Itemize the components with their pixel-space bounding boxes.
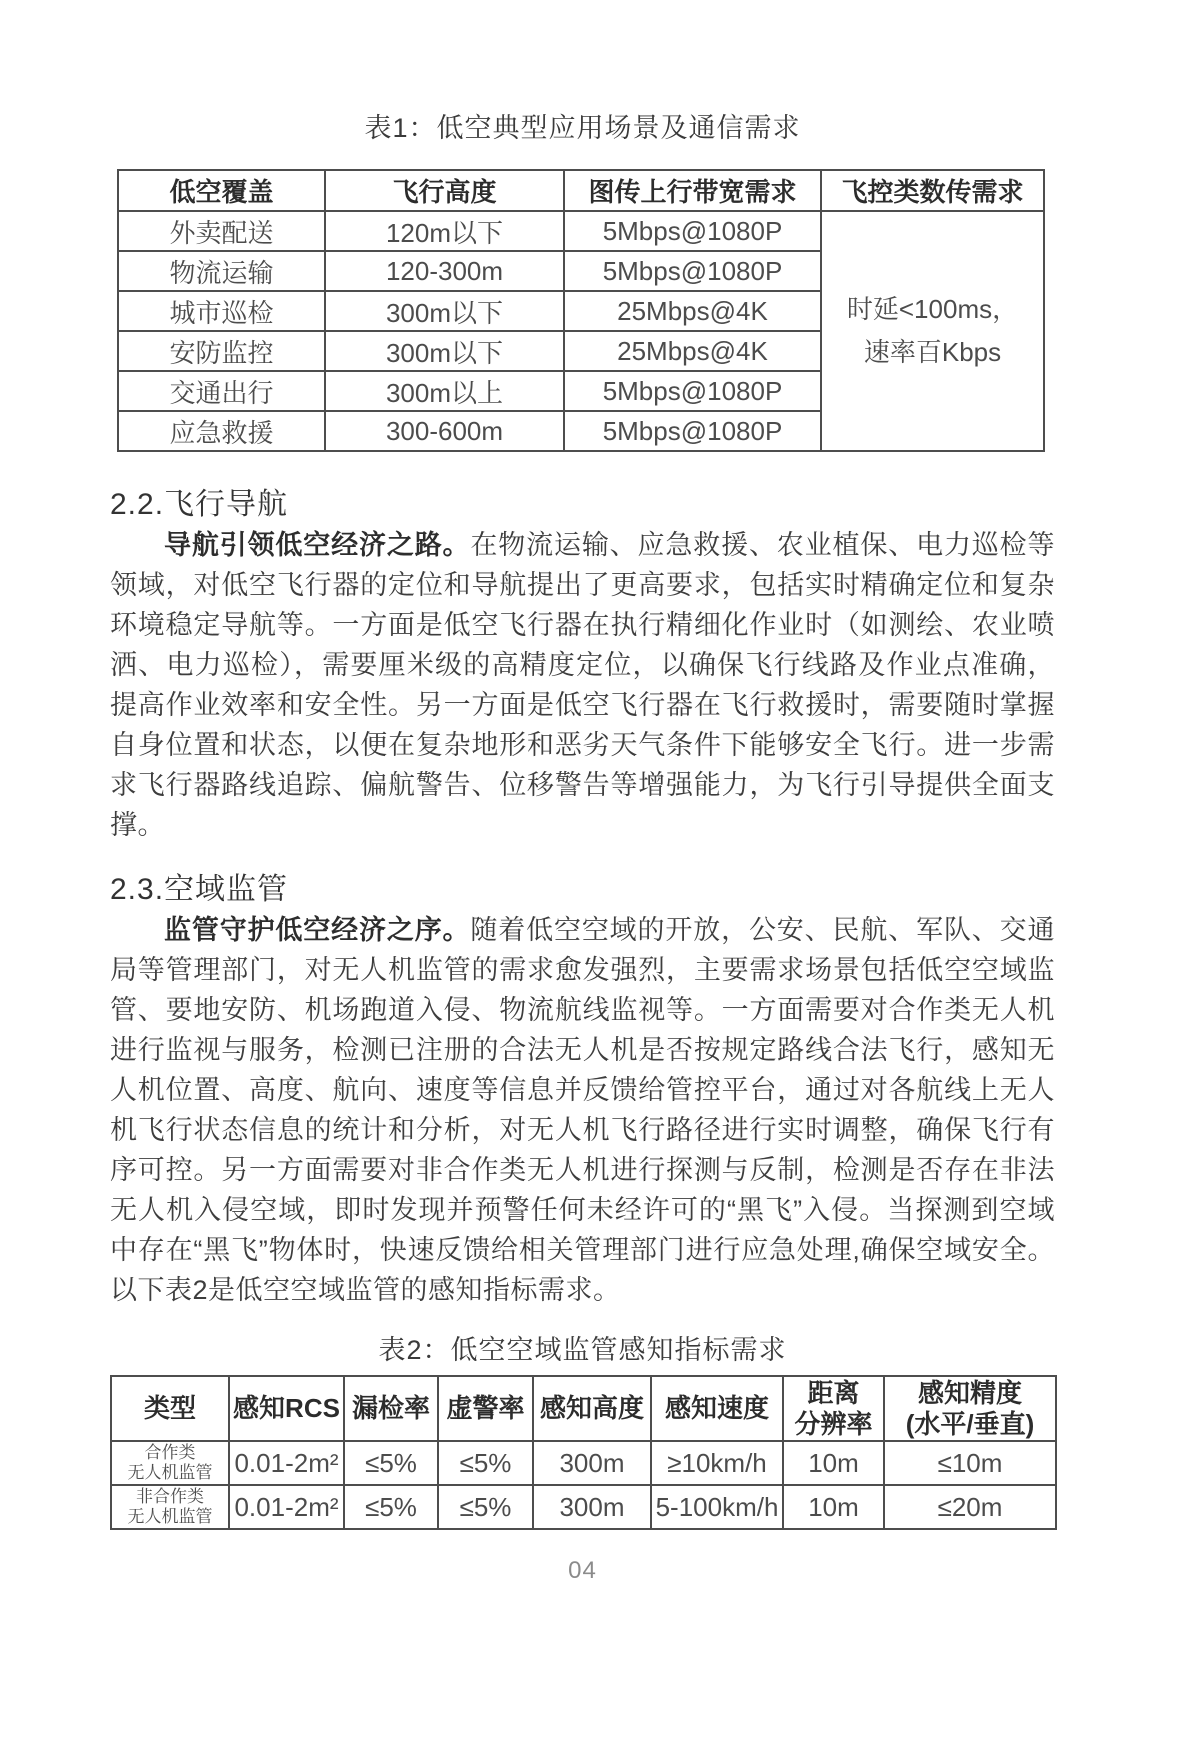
column-header: 类型: [111, 1376, 229, 1441]
table-cell: 300-600m: [325, 411, 564, 451]
table-cell: 应急救援: [118, 411, 325, 451]
column-header: 感知RCS: [229, 1376, 344, 1441]
table-cell: 300m以下: [325, 331, 564, 371]
table-row: [111, 1441, 1056, 1485]
column-header: [884, 1376, 1056, 1441]
type-line1: 非合作类: [136, 1487, 204, 1506]
table-cell: ≤5%: [344, 1441, 438, 1485]
table-cell: 交通出行: [118, 371, 325, 411]
paragraph-body: 随着低空空域的开放，公安、民航、军队、交通局等管理部门，对无人机监管的需求愈发强烈，主要需求场景包括低空空域监管、要地安防、机场跑道入侵、物流航线监视等。一方面需要对合作类无人机进行监视与服务，检测已注册的合法无人机是否按规定路线合法飞行，感知无人机位置、高度、航向、速度等信息并反馈给管控平台，通过对各航线上无人机飞行状态信息的统计和分析，对无人机飞行路径进行实时调整，确保飞行有序可控。另一方面需要对非合作类无人机进行探测与反制，检测是否存在非法无人机入侵空域，即时发现并预警任何未经许可的“黑飞”入侵。当探测到空域中存在“黑飞”物体时，快速反馈给相关管理部门进行应急处理,确保空域安全。以下表2是低空空域监管的感知指标需求。: [110, 915, 1056, 1305]
table-cell: 物流运输: [118, 251, 325, 291]
type-line2: 无人机监管: [127, 1463, 213, 1482]
column-header: 感知高度: [533, 1376, 651, 1441]
table-cell: 5Mbps@1080P: [564, 211, 821, 251]
table-cell: 300m: [533, 1485, 651, 1529]
table-cell: ≥10km/h: [651, 1441, 783, 1485]
type-cell: [111, 1441, 229, 1485]
table-cell: 300m以上: [325, 371, 564, 411]
table-row: [118, 211, 1044, 251]
table1-merged-cell: [821, 211, 1044, 451]
header-line1: 感知精度: [917, 1377, 1022, 1408]
merged-cell-line2: 速率百Kbps: [863, 337, 1002, 367]
merged-cell-line1: 时延<100ms，: [846, 294, 1019, 324]
table-cell: 城市巡检: [118, 291, 325, 331]
column-header: 飞行高度: [325, 170, 564, 211]
table-cell: 120-300m: [325, 251, 564, 291]
header-line2: 分辨率: [794, 1408, 873, 1439]
table2-header-row: [111, 1376, 1056, 1441]
table1-title: 表1：低空典型应用场景及通信需求: [364, 113, 801, 143]
paragraph-lead-bold: 监管守护低空经济之序。: [164, 915, 471, 945]
table-row: [111, 1485, 1056, 1529]
table2-title: 表2：低空空域监管感知指标需求: [378, 1335, 787, 1365]
table-cell: 5Mbps@1080P: [564, 411, 821, 451]
table1: [117, 169, 1045, 452]
table-cell: ≤5%: [344, 1485, 438, 1529]
table-cell: ≤5%: [438, 1441, 533, 1485]
table-cell: 300m以下: [325, 291, 564, 331]
section-2-3-paragraph: [110, 910, 1055, 1310]
table1-header-row: [118, 170, 1044, 211]
column-header: 感知速度: [651, 1376, 783, 1441]
table-cell: 0.01-2m²: [229, 1441, 344, 1485]
header-line2: (水平/垂直): [905, 1408, 1035, 1439]
column-header: [783, 1376, 884, 1441]
table-cell: 10m: [783, 1441, 884, 1485]
table-cell: ≤5%: [438, 1485, 533, 1529]
table-cell: 25Mbps@4K: [564, 291, 821, 331]
section-2-2-paragraph: [110, 525, 1055, 845]
table-cell: 25Mbps@4K: [564, 331, 821, 371]
page-number: 04: [568, 1557, 597, 1584]
section-heading-2-2: 2.2.飞行导航: [110, 488, 289, 521]
table-cell: 10m: [783, 1485, 884, 1529]
column-header: 虚警率: [438, 1376, 533, 1441]
table-cell: 5Mbps@1080P: [564, 371, 821, 411]
paragraph-body: 在物流运输、应急救援、农业植保、电力巡检等领域，对低空飞行器的定位和导航提出了更高要求，包括实时精确定位和复杂环境稳定导航等。一方面是低空飞行器在执行精细化作业时（如测绘、农业喷洒、电力巡检），需要厘米级的高精度定位，以确保飞行线路及作业点准确，提高作业效率和安全性。另一方面是低空飞行器在飞行救援时，需要随时掌握自身位置和状态，以便在复杂地形和恶劣天气条件下能够安全飞行。进一步需求飞行器路线追踪、偏航警告、位移警告等增强能力，为飞行引导提供全面支撑。: [110, 530, 1056, 840]
table-cell: 0.01-2m²: [229, 1485, 344, 1529]
paragraph-lead-bold: 导航引领低空经济之路。: [164, 530, 471, 560]
table-cell: 外卖配送: [118, 211, 325, 251]
type-line2: 无人机监管: [127, 1507, 213, 1526]
column-header: 飞控类数传需求: [821, 170, 1044, 211]
table2: [110, 1375, 1057, 1530]
type-line1: 合作类: [144, 1443, 196, 1462]
table-cell: 300m: [533, 1441, 651, 1485]
type-cell: [111, 1485, 229, 1529]
table-cell: 5-100km/h: [651, 1485, 783, 1529]
column-header: 图传上行带宽需求: [564, 170, 821, 211]
document-page: [0, 113, 1200, 1584]
header-line1: 距离: [807, 1377, 860, 1408]
table-cell: ≤20m: [884, 1485, 1056, 1529]
table-cell: 5Mbps@1080P: [564, 251, 821, 291]
table-cell: 安防监控: [118, 331, 325, 371]
column-header: 低空覆盖: [118, 170, 325, 211]
section-heading-2-3: 2.3.空域监管: [110, 873, 289, 906]
table-cell: ≤10m: [884, 1441, 1056, 1485]
column-header: 漏检率: [344, 1376, 438, 1441]
table-cell: 120m以下: [325, 211, 564, 251]
